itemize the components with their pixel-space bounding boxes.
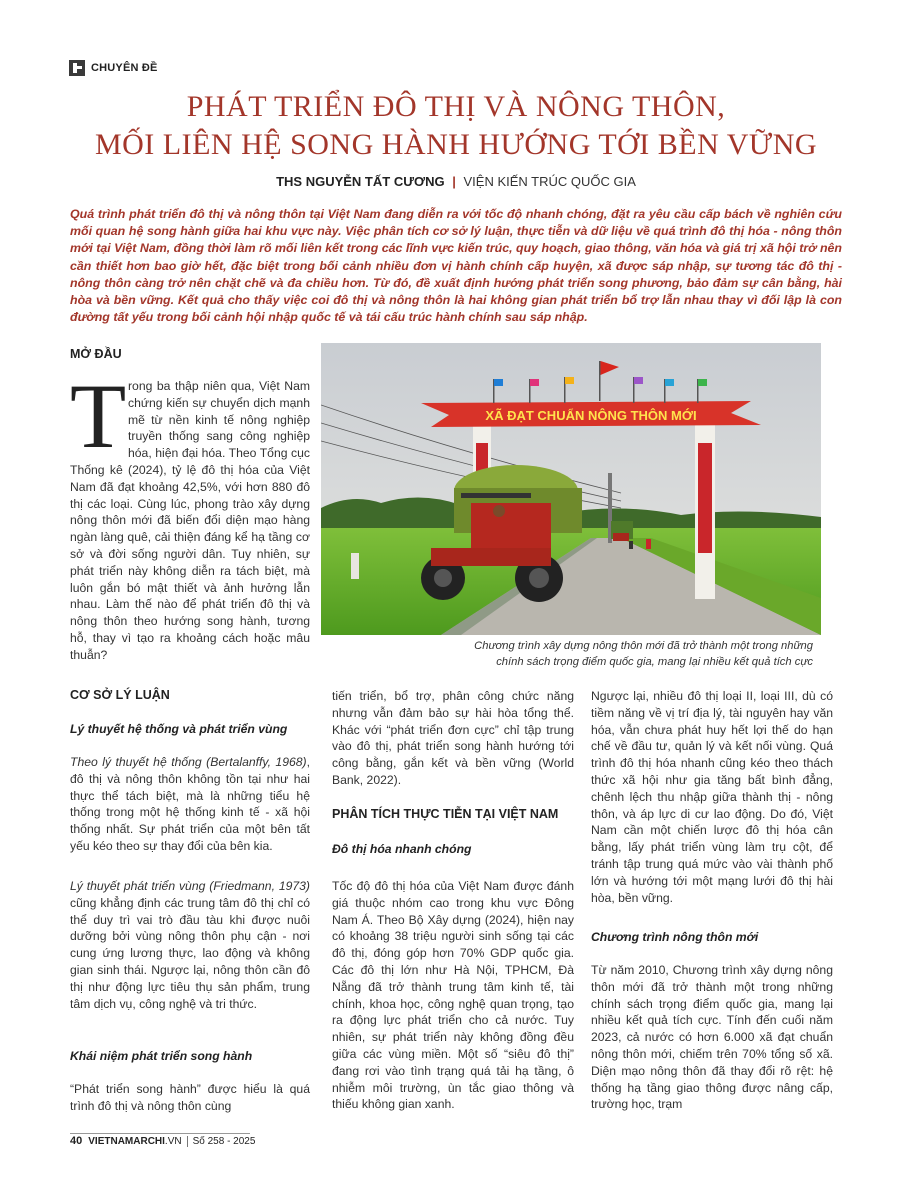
footer-brand (88, 1136, 181, 1147)
intro-paragraph (70, 365, 310, 664)
intro-heading: MỞ ĐẦU (70, 347, 122, 361)
title-line-2: MỐI LIÊN HỆ SONG HÀNH HƯỚNG TỚI BỀN VỮNG (94, 128, 818, 161)
author-institution: VIỆN KIẾN TRÚC QUỐC GIA (463, 174, 636, 189)
theory-subheading-1: Lý thuyết hệ thống và phát triển vùng (70, 722, 288, 736)
footer-rule (70, 1133, 250, 1134)
author-name: THS NGUYỄN TẤT CƯƠNG (276, 174, 445, 189)
article-title (40, 88, 872, 164)
practice-paragraph-1: tiến triển, bổ trợ, phân công chức năng nhưng vẫn đảm bảo sự hài hòa tổng thể. Khác với “phát triển đơn cực” chỉ tập trung vào đô thị, phát triển song hành hướng tới công bằng, gắn kết và bền vững (World Bank, 2022). (332, 689, 574, 787)
theory-heading: CƠ SỞ LÝ LUẬN (70, 688, 170, 702)
magazine-logo-icon (69, 60, 85, 76)
title-line-1: PHÁT TRIỂN ĐÔ THỊ VÀ NÔNG THÔN, (186, 90, 726, 123)
theory-citation-1: Theo lý thuyết hệ thống (Bertalanffy, 1968) (70, 755, 307, 769)
theory-paragraph-2 (70, 878, 310, 1012)
theory-text-1: , đô thị và nông thôn không tồn tại như hai thực thể tách biệt, mà là những tiểu hệ thống trong một hệ thống kinh tế - xã hội thống nhất. Sự phát triển của một bên tất yếu kéo theo sự thay đổi của bên kia. (70, 755, 310, 853)
page-footer (70, 1135, 255, 1147)
practice-paragraph-2: Tốc độ đô thị hóa của Việt Nam được đánh giá thuộc nhóm cao trong khu vực Đông Nam Á. Theo Bộ Xây dựng (2024), hiện nay có khoảng 38 triệu người sinh sống tại các đô thị, đóng góp hơn 70% GDP quốc gia. Các đô thị lớn như Hà Nội, TPHCM, Đà Nẵng đã trở thành trung tâm kinh tế, tài chính, khoa học, công nghệ quan trọng, tạo ra động lực phát triển cho cả nước. Tuy nhiên, sự phát triển này không đồng đều giữa các vùng miền. Một số “siêu đô thị” đang rơi vào tình trạng quá tải hạ tầng, ô nhiễm môi trường, ùn tắc giao thông và thiếu không gian xanh. (332, 879, 574, 1112)
issue-number: Số 258 - 2025 (192, 1135, 256, 1147)
theory-paragraph-3: “Phát triển song hành” được hiểu là quá trình đô thị và nông thôn cùng (70, 1082, 310, 1113)
photo-caption (321, 638, 813, 670)
byline (0, 174, 912, 189)
section-label: CHUYÊN ĐỀ (91, 62, 158, 74)
footer-divider (187, 1136, 188, 1147)
practice-paragraph-3: Ngược lại, nhiều đô thị loại II, loại III, dù có tiềm năng về vị trí địa lý, tài nguyên hay văn hóa, vẫn chưa phát huy hết lợi thế do hạn chế về đầu tư, quản lý và kết nối vùng. Quá trình đô thị hóa nhanh cũng kéo theo thách thức xã hội như gia tăng bất bình đẳng, chênh lệch thu nhập giữa thành thị - nông thôn, và áp lực di cư lao động. Do đó, Việt Nam cần một chiến lược đô thị hóa cân bằng, lấy phát triển vùng làm trụ cột, để tránh tập trung quá mức vào vài thành phố lớn và hướng tới một mạng lưới đô thị hài hòa, bền vững. (591, 689, 833, 905)
practice-subheading-1: Đô thị hóa nhanh chóng (332, 842, 472, 856)
page-number: 40 (70, 1135, 83, 1147)
footer-brand-name: VIETNAMARCHI (88, 1135, 165, 1147)
caption-line-2: chính sách trọng điểm quốc gia, mang lại nhiều kết quả tích cực (496, 656, 813, 668)
article-photo (321, 343, 821, 635)
section-tag (69, 59, 158, 77)
caption-line-1: Chương trình xây dựng nông thôn mới đã trở thành một trong những (474, 640, 813, 652)
theory-subheading-2: Khái niệm phát triển song hành (70, 1049, 253, 1063)
practice-paragraph-4: Từ năm 2010, Chương trình xây dựng nông thôn mới đã trở thành một trong những chính sách trọng điểm quốc gia, mang lại nhiều kết quả tích cực. Tính đến cuối năm 2023, cả nước có hơn 6.000 xã đạt chuẩn nông thôn mới, chiếm trên 70% tổng số xã. Diện mạo nông thôn đã thay đổi rõ rệt: hệ thống hạ tầng giao thông được nâng cấp, trường học, trạm (591, 963, 833, 1112)
theory-text-2: cũng khẳng định các trung tâm đô thị chỉ có thể duy trì vai trò đầu tàu khi được nuôi dưỡng bởi vùng nông thôn phụ cận - nơi cung ứng lương thực, lao động và không gian sinh thái. Ngược lại, nông thôn cần đô thị như động lực tiêu thụ sản phẩm, trung tâm dịch vụ, công nghệ và tri thức. (70, 895, 310, 1011)
banner-text: XÃ ĐẠT CHUẨN NÔNG THÔN MỚI (485, 408, 697, 423)
abstract: Quá trình phát triển đô thị và nông thôn tại Việt Nam đang diễn ra với tốc độ nhanh chóng, đặt ra yêu cầu cấp bách về nghiên cứu mối quan hệ song hành giữa hai khu vực này. Việc phân tích cơ sở lý luận, thực tiễn và dữ liệu về quá trình đô thị hóa - nông thôn mới tại Việt Nam, đồng thời làm rõ mối liên kết trong các lĩnh vực kiến trúc, quy hoạch, giao thông, văn hóa và giá trị xã hội trở nên cần thiết hơn bao giờ hết, đặc biệt trong bối cảnh nhiều đơn vị hành chính cấp huyện, xã được sáp nhập, sự tương tác đô thị - nông thôn càng trở nên chặt chẽ và đa chiều hơn. Từ đó, đề xuất định hướng phát triển song phương, bảo đảm sự cân bằng, hài hòa và bền vững. Kết quả cho thấy việc coi đô thị và nông thôn là hai không gian phát triển bổ trợ lẫn nhau thay vì đối lập là con đường tất yếu trong bối cảnh hội nhập quốc tế và tái cấu trúc hành chính sau sáp nhập. (70, 207, 842, 325)
byline-separator: | (452, 174, 456, 189)
intro-text: rong ba thập niên qua, Việt Nam chứng kiến sự chuyển dịch mạnh mẽ từ nền kinh tế nông nghiệp truyền thống sang công nghiệp hóa, hiện đại hóa. Theo Tổng cục Thống kê (2024), tỷ lệ đô thị hóa của Việt Nam đã đạt khoảng 42,5%, với hơn 880 đô thị các loại. Cùng lúc, phong trào xây dựng nông thôn mới đã biến đổi diện mạo hàng ngàn làng quê, cải thiện đáng kể hạ tầng cơ sở và đời sống người dân. Tuy nhiên, sự phát triển này không diễn ra tách biệt, mà luôn gắn bó mật thiết và ảnh hưởng lẫn nhau. Làm thế nào để phát triển đô thị và nông thôn theo hướng song hành, tương hỗ, thay vì tạo ra khoảng cách hoặc mâu thuẫn? (70, 379, 310, 662)
practice-subheading-2: Chương trình nông thôn mới (591, 930, 759, 944)
footer-brand-suffix: .VN (164, 1135, 182, 1147)
theory-paragraph-1 (70, 754, 310, 855)
drop-cap: T (70, 365, 127, 467)
rural-road-gate-illustration (321, 343, 821, 635)
theory-citation-2: Lý thuyết phát triển vùng (Friedmann, 1973) (70, 879, 310, 893)
practice-heading: PHÂN TÍCH THỰC TIỄN TẠI VIỆT NAM (332, 807, 559, 821)
